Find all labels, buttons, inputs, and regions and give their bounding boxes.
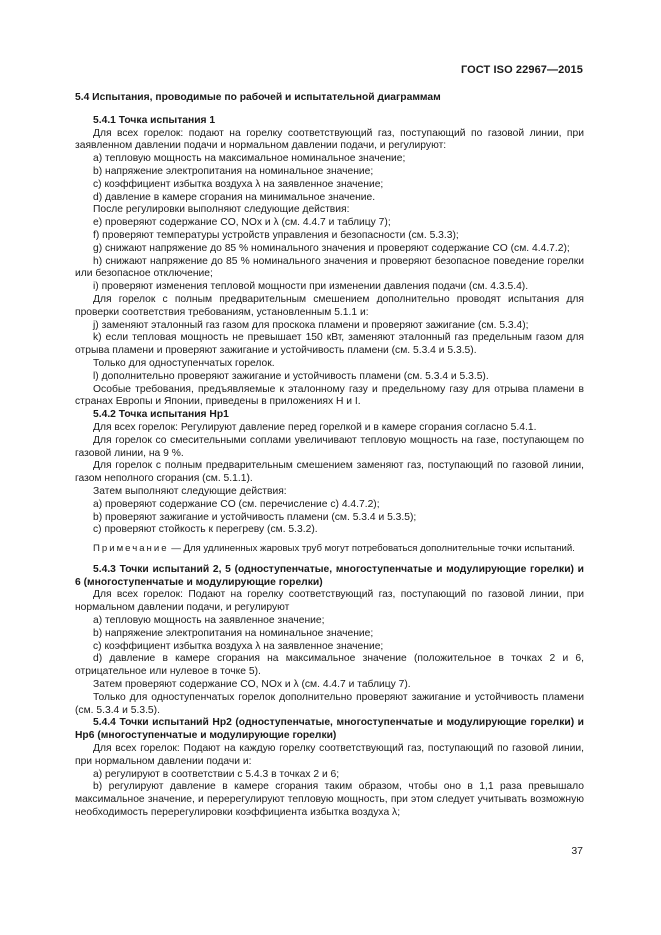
paragraph: Для горелок с полным предварительным смешением дополнительно проводят испытания для проверки соответствия требованиям, установленным 5.1.1 и: xyxy=(75,293,584,318)
section-title: 5.4 Испытания, проводимые по рабочей и испытательной диаграммам xyxy=(75,92,441,103)
paragraph: Для горелок с полным предварительным смешением заменяют газ, поступающий по газовой линии, газом неполного сгорания (см. 5.1.1). xyxy=(75,460,584,485)
paragraph: Затем выполняют следующие действия: xyxy=(93,485,287,497)
list-item: c) коэффициент избытка воздуха λ на заявленное значение; xyxy=(93,178,384,190)
list-item: b) регулируют давление в камере сгорания таким образом, чтобы оно в 1,1 раза превышало максимальное значение, и перерегулируют тепловую мощность, при этом следует учитывать возможную необходимость перерегулировки коэффициента избытка воздуха λ; xyxy=(75,781,584,819)
paragraph: Для горелок со смесительными соплами увеличивают тепловую мощность на газе, поступающем по газовой линии, на 9 %. xyxy=(75,434,584,459)
list-item: l) дополнительно проверяют зажигание и устойчивость пламени (см. 5.3.4 и 5.3.5). xyxy=(93,370,489,382)
list-item: k) если тепловая мощность не превышает 150 кВт, заменяют эталонный газ предельным газом для отрыва пламени и проверяют зажигание и устойчивость пламени (см. 5.3.4 и 5.3.5). xyxy=(75,332,584,357)
list-item: c) коэффициент избытка воздуха λ на заявленное значение; xyxy=(93,640,384,652)
paragraph: После регулировки выполняют следующие действия: xyxy=(93,204,350,216)
note-text: — Для удлиненных жаровых труб могут потребоваться дополнительные точки испытаний. xyxy=(168,543,575,555)
list-item: h) снижают напряжение до 85 % номинального значения и проверяют безопасное поведение горелки или безопасное отключение; xyxy=(75,255,584,280)
paragraph: Особые требования, предъявляемые к эталонному газу и предельному газу для отрыва пламени в странах Европы и Японии, приведены в приложениях H и I. xyxy=(75,383,584,408)
note-label: Примечание xyxy=(93,543,169,555)
list-item: b) напряжение электропитания на номинальное значение; xyxy=(93,627,374,639)
list-item: e) проверяют содержание CO, NOx и λ (см. 4.4.7 и таблицу 7); xyxy=(93,217,391,229)
list-item: d) давление в камере сгорания на минимальное значение. xyxy=(93,191,376,203)
document-body xyxy=(75,92,584,820)
list-item: b) напряжение электропитания на номинальное значение; xyxy=(93,165,374,177)
list-item: a) тепловую мощность на максимальное номинальное значение; xyxy=(93,153,406,165)
page-number: 37 xyxy=(571,845,583,857)
subsection-title-5-4-3: 5.4.3 Точки испытаний 2, 5 (одноступенчатые, многоступенчатые и модулирующие горелки) и 6 (многоступенчатые и модулирующие горелки) xyxy=(75,563,584,588)
paragraph: Затем проверяют содержание CO, NOx и λ (см. 4.4.7 и таблицу 7). xyxy=(93,679,411,691)
list-item: a) проверяют содержание CO (см. перечисление c) 4.4.7.2); xyxy=(93,498,380,510)
subsection-title-5-4-4: 5.4.4 Точки испытаний Hp2 (одноступенчатые, многоступенчатые и модулирующие горелки) и Hp6 (многоступенчатые и модулирующие горелки) xyxy=(75,717,584,742)
note xyxy=(75,543,584,556)
list-item: f) проверяют температуры устройств управления и безопасности (см. 5.3.3); xyxy=(93,229,459,241)
list-item: g) снижают напряжение до 85 % номинального значения и проверяют содержание CO (см. 4.4.7.2); xyxy=(93,242,570,254)
list-item: a) регулируют в соответствии с 5.4.3 в точках 2 и 6; xyxy=(93,768,340,780)
list-item: c) проверяют стойкость к перегреву (см. 5.3.2). xyxy=(93,524,318,536)
paragraph: Для всех горелок: Подают на горелку соответствующий газ, поступающий по газовой линии, при нормальном давлении подачи, и регулируют xyxy=(75,589,584,614)
subsection-title-5-4-2: 5.4.2 Точка испытания Hp1 xyxy=(93,409,229,421)
list-item: i) проверяют изменения тепловой мощности при изменении давления подачи (см. 4.3.5.4). xyxy=(93,281,529,293)
document-header: ГОСТ ISO 22967—2015 xyxy=(460,64,583,76)
paragraph: Для всех горелок: Подают на каждую горелку соответствующий газ, поступающий по газовой линии, при нормальном давлении подачи и: xyxy=(75,743,584,767)
list-item: a) тепловую мощность на заявленное значение; xyxy=(93,615,325,627)
paragraph: Для всех горелок: подают на горелку соответствующий газ, поступающий по газовой линии, при заявленном давлении подачи и нормальном давлении подачи, и регулируют: xyxy=(75,127,584,152)
list-item: j) заменяют эталонный газ газом для проскока пламени и проверяют зажигание (см. 5.3.4); xyxy=(93,319,529,331)
paragraph: Только для одноступенчатых горелок дополнительно проверяют зажигание и устойчивость пламени (см. 5.3.4 и 5.3.5). xyxy=(75,691,584,716)
paragraph: Для всех горелок: Регулируют давление перед горелкой и в камере сгорания согласно 5.4.1. xyxy=(93,421,537,433)
list-item: d) давление в камере сгорания на максимальное значение (положительное в точках 2 и 6, отрицательное или нулевое в точке 5). xyxy=(75,653,584,678)
list-item: b) проверяют зажигание и устойчивость пламени (см. 5.3.4 и 5.3.5); xyxy=(93,511,417,523)
subsection-title-5-4-1: 5.4.1 Точка испытания 1 xyxy=(93,114,216,126)
paragraph: Только для одноступенчатых горелок. xyxy=(93,357,275,369)
